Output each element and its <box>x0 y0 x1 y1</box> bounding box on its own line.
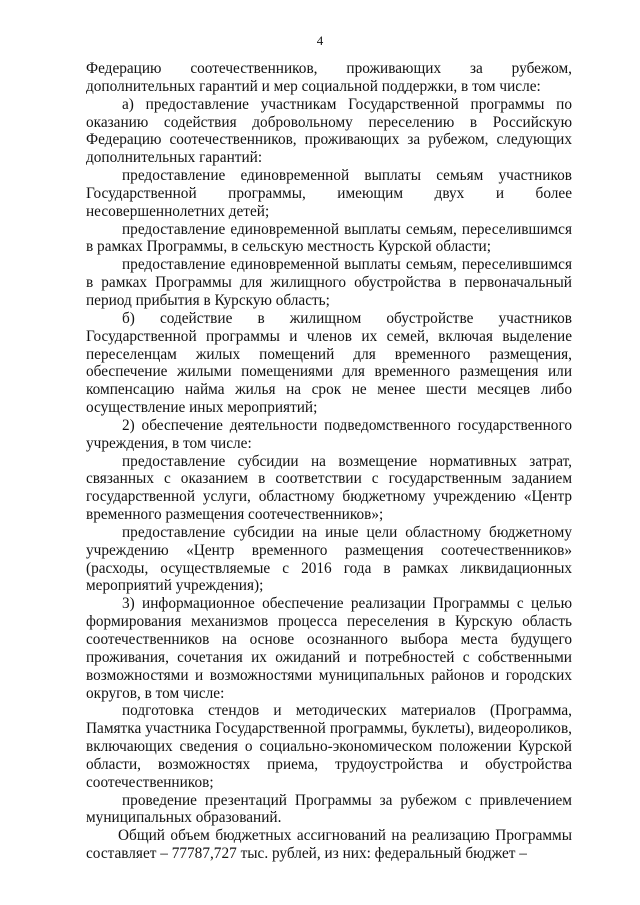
paragraph-subsidy-normative: предоставление субсидии на возмещение нормативных затрат, связанных с оказанием в соответствии с государственным заданием государственной услуги, областному бюджетному учреждению «Центр временного размещения соотечественников»; <box>86 452 572 524</box>
paragraph-item-b: б) содействие в жилищном обустройстве участников Государственной программы и членов их семей, включая выделение переселенцам жилых помещений для временного размещения, обеспечение жилыми помещениями для временного размещения или компенсацию найма жилья на срок не менее шести месяцев либо осуществление иных мероприятий; <box>86 309 572 417</box>
paragraph-payment-housing: предоставление единовременной выплаты семьям, переселившимся в рамках Программы для жилищного обустройства в первоначальный период прибытия в Курскую область; <box>86 256 572 309</box>
paragraph-stands-materials: подготовка стендов и методических материалов (Программа, Памятка участника Государственной программы, буклеты), видеороликов, включающих сведения о социально-экономическом положении Курской области, возможностях приема, трудоустройства и обустройства соотечественников; <box>86 702 572 791</box>
paragraph-payment-families-children: предоставление единовременной выплаты семьям участников Государственной программы, имеющим двух и более несовершеннолетних детей; <box>86 167 572 220</box>
paragraph-budget-total: Общий объем бюджетных ассигнований на реализацию Программы составляет – 77787,727 тыс. рублей, из них: федеральный бюджет – <box>86 827 572 863</box>
page-number: 4 <box>316 33 324 48</box>
paragraph-item-2: 2) обеспечение деятельности подведомственного государственного учреждения, в том числе: <box>86 416 572 452</box>
paragraph-presentations: проведение презентаций Программы за рубежом с привлечением муниципальных образований. <box>86 791 572 827</box>
paragraph-intro-continuation: Федерацию соотечественников, проживающих за рубежом, дополнительных гарантий и мер социальной поддержки, в том числе: <box>86 60 572 95</box>
document-body <box>86 60 572 863</box>
paragraph-item-a: а) предоставление участникам Государственной программы по оказанию содействия добровольному переселению в Российскую Федерацию соотечественников, проживающих за рубежом, следующих дополнительных гарантий: <box>86 95 572 167</box>
paragraph-item-3: 3) информационное обеспечение реализации Программы с целью формирования механизмов процесса переселения в Курскую область соотечественников на основе осознанного выбора места будущего проживания, сочетания их ожиданий и потребностей с собственными возможностями и возможностями муниципальных районов и городских округов, в том числе: <box>86 595 572 702</box>
paragraph-payment-rural-area: предоставление единовременной выплаты семьям, переселившимся в рамках Программы, в сельскую местность Курской области; <box>86 220 572 256</box>
paragraph-subsidy-other: предоставление субсидии на иные цели областному бюджетному учреждению «Центр временного размещения соотечественников» (расходы, осуществляемые с 2016 года в рамках ликвидационных мероприятий учреждения); <box>86 523 572 595</box>
